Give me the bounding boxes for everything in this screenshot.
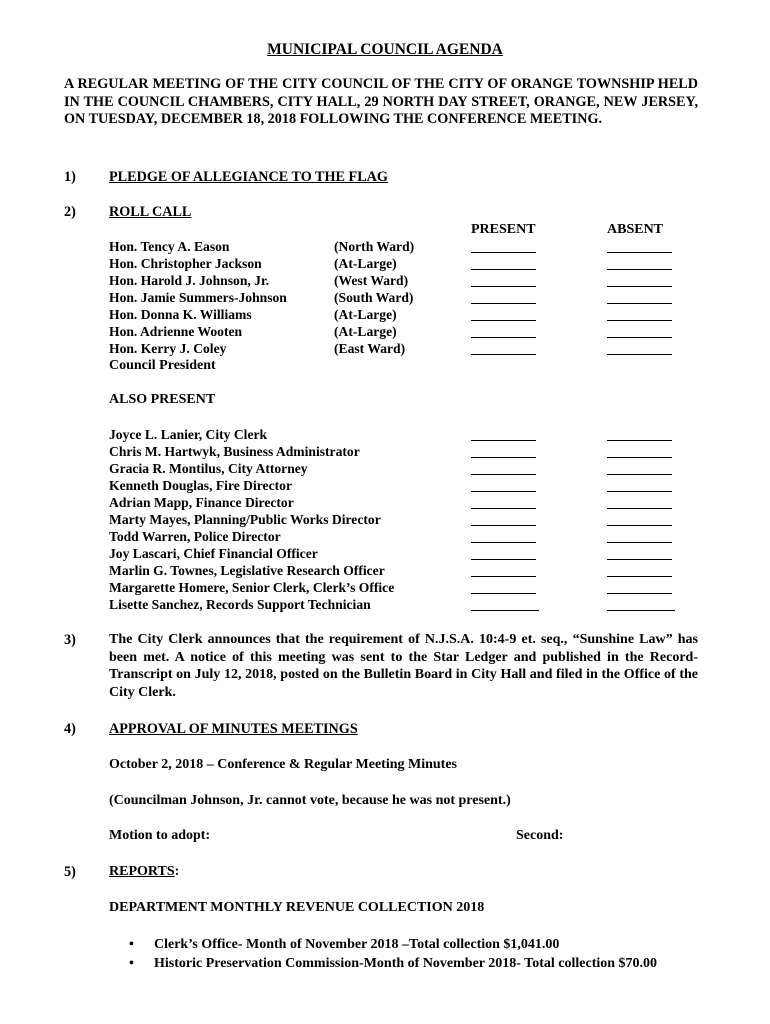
official-name: Gracia R. Montilus, City Attorney <box>109 461 308 476</box>
revenue-bullet-list <box>109 935 729 973</box>
member-ward: (West Ward) <box>334 273 409 288</box>
second-label: Second: <box>516 828 564 843</box>
member-ward: (At-Large) <box>334 307 397 322</box>
official-name: Chris M. Hartwyk, Business Administrator <box>109 444 360 459</box>
member-present-line <box>471 269 536 270</box>
member-present-line <box>471 252 536 253</box>
official-present-line <box>471 542 536 543</box>
official-name: Joyce L. Lanier, City Clerk <box>109 427 268 442</box>
official-absent-line <box>607 508 672 509</box>
official-present-line <box>471 440 536 441</box>
revenue-subheading: DEPARTMENT MONTHLY REVENUE COLLECTION 2018 <box>109 900 485 915</box>
member-present-line <box>471 354 536 355</box>
bullet-text: Historic Preservation Commission-Month of November 2018- Total collection $70.00 <box>154 956 658 971</box>
bullet-icon: • <box>129 937 134 952</box>
official-present-line <box>471 474 536 475</box>
list-item <box>109 954 729 973</box>
official-present-line <box>471 525 536 526</box>
council-president-label: Council President <box>109 358 216 373</box>
official-absent-line <box>607 559 672 560</box>
member-absent-line <box>607 286 672 287</box>
member-ward: (At-Large) <box>334 256 397 271</box>
list-item <box>109 935 729 954</box>
official-absent-line <box>607 457 672 458</box>
member-ward: (South Ward) <box>334 290 414 305</box>
item-4-heading: APPROVAL OF MINUTES MEETINGS <box>109 721 358 737</box>
member-name: Hon. Kerry J. Coley <box>109 341 227 356</box>
bullet-icon: • <box>129 956 134 971</box>
member-name: Hon. Tency A. Eason <box>109 239 230 254</box>
official-name: Marty Mayes, Planning/Public Works Director <box>109 512 381 527</box>
member-name: Hon. Donna K. Williams <box>109 307 252 322</box>
official-absent-line <box>607 576 672 577</box>
official-name: Lisette Sanchez, Records Support Technician <box>109 597 371 612</box>
official-present-line <box>471 508 536 509</box>
member-ward: (North Ward) <box>334 239 415 254</box>
item-5-heading-colon: : <box>174 864 180 879</box>
item-5-heading-line <box>109 863 179 881</box>
official-name: Joy Lascari, Chief Financial Officer <box>109 546 318 561</box>
member-present-line <box>471 320 536 321</box>
member-name: Hon. Jamie Summers-Johnson <box>109 290 287 305</box>
member-name: Hon. Adrienne Wooten <box>109 324 243 339</box>
official-absent-line <box>607 542 672 543</box>
member-present-line <box>471 337 536 338</box>
member-absent-line <box>607 354 672 355</box>
motion-line <box>109 827 698 845</box>
item-5-number: 5) <box>64 864 76 880</box>
voting-note: (Councilman Johnson, Jr. cannot vote, because he was not present.) <box>109 793 511 808</box>
also-present-label: ALSO PRESENT <box>109 392 216 407</box>
official-name: Marlin G. Townes, Legislative Research Officer <box>109 563 385 578</box>
member-ward: (East Ward) <box>334 341 406 356</box>
bullet-text: Clerk’s Office- Month of November 2018 –Total collection $1,041.00 <box>154 937 560 952</box>
document-title: MUNICIPAL COUNCIL AGENDA <box>267 41 503 58</box>
official-absent-line <box>607 525 672 526</box>
item-4-number: 4) <box>64 721 76 737</box>
minutes-entry: October 2, 2018 – Conference & Regular Meeting Minutes <box>109 757 457 772</box>
member-present-line <box>471 303 536 304</box>
item-3-number: 3) <box>64 632 76 648</box>
official-name: Todd Warren, Police Director <box>109 529 281 544</box>
meeting-intro: A REGULAR MEETING OF THE CITY COUNCIL OF THE CITY OF ORANGE TOWNSHIP HELD IN THE COUNCIL CHAMBERS, CITY HALL, 29 NORTH DAY STREET, ORANGE, NEW JERSEY, ON TUESDAY, DECEMBER 18, 2018 FOLLOWING THE CONFERENCE MEETING. <box>64 76 698 128</box>
official-name: Adrian Mapp, Finance Director <box>109 495 294 510</box>
member-present-line <box>471 286 536 287</box>
official-present-line <box>471 576 536 577</box>
absent-column-header: ABSENT <box>607 222 664 237</box>
official-present-line <box>471 457 536 458</box>
member-absent-line <box>607 337 672 338</box>
sunshine-law-notice: The City Clerk announces that the requirement of N.J.S.A. 10:4-9 et. seq., “Sunshine Law” has been met. A notice of this meeting was sent to the Star Ledger and published in the Record-Transcript on July 12, 2018, posted on the Bulletin Board in City Hall and filed in the Office of the City Clerk. <box>109 632 698 700</box>
official-name: Kenneth Douglas, Fire Director <box>109 478 292 493</box>
item-1-number: 1) <box>64 169 76 185</box>
member-absent-line <box>607 269 672 270</box>
official-present-line <box>471 491 536 492</box>
official-present-line <box>471 593 536 594</box>
member-absent-line <box>607 252 672 253</box>
item-2-number: 2) <box>64 204 76 220</box>
official-absent-line <box>607 593 672 594</box>
official-absent-line <box>607 610 675 611</box>
member-ward: (At-Large) <box>334 324 397 339</box>
member-name: Hon. Harold J. Johnson, Jr. <box>109 273 270 288</box>
member-absent-line <box>607 320 672 321</box>
official-absent-line <box>607 440 672 441</box>
official-absent-line <box>607 474 672 475</box>
official-present-line <box>471 559 536 560</box>
member-absent-line <box>607 303 672 304</box>
motion-label: Motion to adopt: <box>109 828 211 843</box>
member-name: Hon. Christopher Jackson <box>109 256 262 271</box>
official-name: Margarette Homere, Senior Clerk, Clerk’s Office <box>109 580 395 595</box>
official-absent-line <box>607 491 672 492</box>
item-5-heading: REPORTS <box>109 864 175 879</box>
item-2-heading: ROLL CALL <box>109 204 192 220</box>
present-column-header: PRESENT <box>471 222 536 237</box>
official-present-line <box>471 610 539 611</box>
item-1-heading: PLEDGE OF ALLEGIANCE TO THE FLAG <box>109 169 388 185</box>
